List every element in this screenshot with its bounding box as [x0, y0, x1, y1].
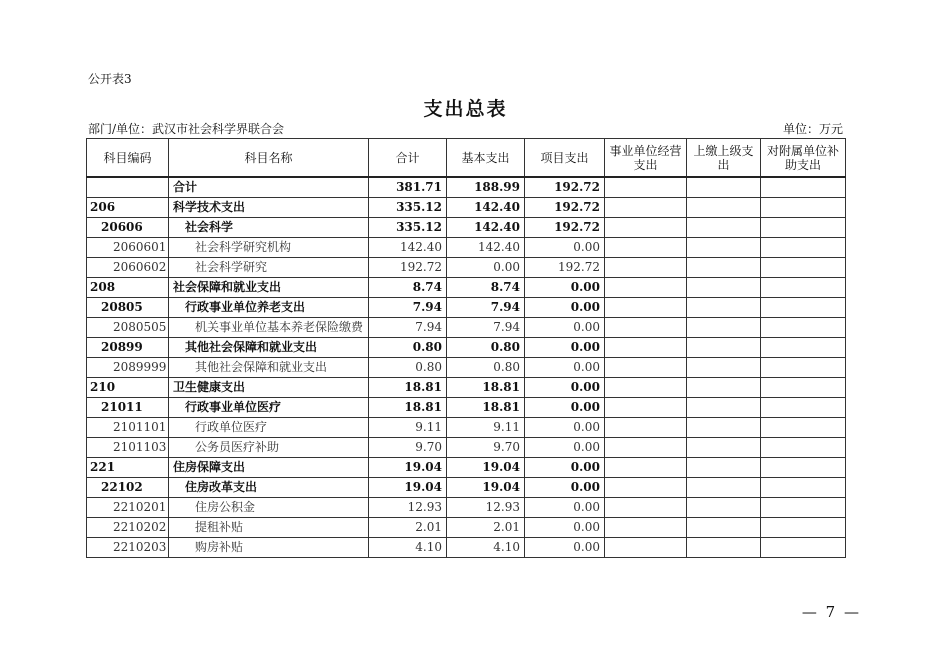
- table-row: [87, 238, 846, 258]
- cell-sub: [761, 278, 846, 298]
- cell-upper: [687, 318, 761, 338]
- cell-total: 192.72: [369, 258, 447, 278]
- cell-code: 2101101: [87, 418, 169, 438]
- cell-biz: [605, 378, 687, 398]
- cell-basic: 2.01: [447, 518, 525, 538]
- cell-code: 2060602: [87, 258, 169, 278]
- cell-sub: [761, 258, 846, 278]
- table-row: [87, 338, 846, 358]
- cell-total: 19.04: [369, 458, 447, 478]
- table-row: [87, 198, 846, 218]
- cell-project: 0.00: [525, 398, 605, 418]
- cell-basic: 188.99: [447, 177, 525, 198]
- cell-biz: [605, 298, 687, 318]
- cell-name: 合计: [169, 177, 369, 198]
- cell-sub: [761, 338, 846, 358]
- cell-biz: [605, 338, 687, 358]
- cell-upper: [687, 258, 761, 278]
- table-row: [87, 438, 846, 458]
- table-row: [87, 218, 846, 238]
- cell-sub: [761, 177, 846, 198]
- table-row: [87, 418, 846, 438]
- cell-basic: 0.80: [447, 358, 525, 378]
- cell-total: 18.81: [369, 378, 447, 398]
- table-row: [87, 358, 846, 378]
- cell-basic: 18.81: [447, 378, 525, 398]
- cell-code: 2080505: [87, 318, 169, 338]
- cell-biz: [605, 278, 687, 298]
- cell-upper: [687, 538, 761, 558]
- cell-name: 机关事业单位基本养老保险缴费: [169, 318, 369, 338]
- cell-biz: [605, 478, 687, 498]
- cell-upper: [687, 198, 761, 218]
- cell-sub: [761, 518, 846, 538]
- cell-project: 192.72: [525, 177, 605, 198]
- cell-name: 其他社会保障和就业支出: [169, 338, 369, 358]
- cell-name: 行政单位医疗: [169, 418, 369, 438]
- table-row: [87, 458, 846, 478]
- table-row: [87, 258, 846, 278]
- cell-code: 2089999: [87, 358, 169, 378]
- cell-project: 0.00: [525, 538, 605, 558]
- cell-biz: [605, 358, 687, 378]
- cell-upper: [687, 177, 761, 198]
- cell-project: 0.00: [525, 338, 605, 358]
- cell-upper: [687, 438, 761, 458]
- cell-name: 科学技术支出: [169, 198, 369, 218]
- cell-sub: [761, 418, 846, 438]
- cell-sub: [761, 378, 846, 398]
- cell-upper: [687, 518, 761, 538]
- cell-sub: [761, 478, 846, 498]
- table-row: [87, 378, 846, 398]
- cell-project: 192.72: [525, 258, 605, 278]
- cell-basic: 18.81: [447, 398, 525, 418]
- cell-name: 提租补贴: [169, 518, 369, 538]
- cell-upper: [687, 478, 761, 498]
- table-row: [87, 518, 846, 538]
- col-header-biz: 事业单位经营支出: [605, 139, 687, 178]
- cell-upper: [687, 498, 761, 518]
- cell-basic: 142.40: [447, 238, 525, 258]
- cell-code: 20805: [87, 298, 169, 318]
- cell-sub: [761, 358, 846, 378]
- cell-biz: [605, 458, 687, 478]
- cell-code: 2060601: [87, 238, 169, 258]
- page-number: — 7 —: [801, 603, 861, 621]
- cell-sub: [761, 498, 846, 518]
- cell-name: 社会科学研究机构: [169, 238, 369, 258]
- cell-name: 购房补贴: [169, 538, 369, 558]
- cell-total: 0.80: [369, 358, 447, 378]
- cell-biz: [605, 418, 687, 438]
- cell-total: 0.80: [369, 338, 447, 358]
- cell-biz: [605, 498, 687, 518]
- expenditure-table: [86, 138, 846, 558]
- cell-total: 19.04: [369, 478, 447, 498]
- cell-upper: [687, 358, 761, 378]
- cell-code: 221: [87, 458, 169, 478]
- cell-code: [87, 177, 169, 198]
- cell-total: 7.94: [369, 318, 447, 338]
- cell-total: 4.10: [369, 538, 447, 558]
- cell-name: 公务员医疗补助: [169, 438, 369, 458]
- cell-basic: 19.04: [447, 458, 525, 478]
- cell-basic: 4.10: [447, 538, 525, 558]
- cell-basic: 9.70: [447, 438, 525, 458]
- cell-upper: [687, 298, 761, 318]
- cell-project: 192.72: [525, 218, 605, 238]
- cell-total: 8.74: [369, 278, 447, 298]
- cell-total: 335.12: [369, 198, 447, 218]
- cell-basic: 142.40: [447, 218, 525, 238]
- cell-project: 0.00: [525, 438, 605, 458]
- cell-basic: 0.00: [447, 258, 525, 278]
- cell-project: 0.00: [525, 378, 605, 398]
- cell-code: 22102: [87, 478, 169, 498]
- cell-code: 2210202: [87, 518, 169, 538]
- cell-basic: 7.94: [447, 318, 525, 338]
- cell-name: 社会科学研究: [169, 258, 369, 278]
- cell-name: 社会保障和就业支出: [169, 278, 369, 298]
- cell-basic: 0.80: [447, 338, 525, 358]
- cell-upper: [687, 218, 761, 238]
- cell-upper: [687, 458, 761, 478]
- cell-basic: 7.94: [447, 298, 525, 318]
- cell-biz: [605, 198, 687, 218]
- cell-code: 20606: [87, 218, 169, 238]
- col-header-upper: 上缴上级支出: [687, 139, 761, 178]
- table-body: [87, 177, 846, 558]
- form-number: 公开表3: [88, 72, 132, 86]
- cell-upper: [687, 338, 761, 358]
- table-row: [87, 298, 846, 318]
- cell-upper: [687, 238, 761, 258]
- cell-sub: [761, 458, 846, 478]
- cell-code: 21011: [87, 398, 169, 418]
- cell-code: 2101103: [87, 438, 169, 458]
- cell-sub: [761, 218, 846, 238]
- cell-name: 住房改革支出: [169, 478, 369, 498]
- cell-project: 0.00: [525, 318, 605, 338]
- col-header-total: 合计: [369, 139, 447, 178]
- table-row: [87, 177, 846, 198]
- cell-sub: [761, 298, 846, 318]
- cell-code: 210: [87, 378, 169, 398]
- cell-biz: [605, 438, 687, 458]
- cell-project: 192.72: [525, 198, 605, 218]
- cell-project: 0.00: [525, 478, 605, 498]
- cell-project: 0.00: [525, 238, 605, 258]
- table-row: [87, 478, 846, 498]
- cell-name: 住房保障支出: [169, 458, 369, 478]
- cell-biz: [605, 258, 687, 278]
- cell-upper: [687, 378, 761, 398]
- cell-project: 0.00: [525, 458, 605, 478]
- cell-sub: [761, 438, 846, 458]
- table-row: [87, 278, 846, 298]
- cell-basic: 19.04: [447, 478, 525, 498]
- cell-code: 2210201: [87, 498, 169, 518]
- cell-project: 0.00: [525, 358, 605, 378]
- table-header-row: [87, 139, 846, 178]
- cell-biz: [605, 538, 687, 558]
- cell-basic: 9.11: [447, 418, 525, 438]
- table-row: [87, 318, 846, 338]
- cell-biz: [605, 398, 687, 418]
- cell-name: 其他社会保障和就业支出: [169, 358, 369, 378]
- cell-sub: [761, 538, 846, 558]
- cell-total: 9.70: [369, 438, 447, 458]
- cell-sub: [761, 198, 846, 218]
- cell-basic: 142.40: [447, 198, 525, 218]
- cell-name: 社会科学: [169, 218, 369, 238]
- cell-biz: [605, 218, 687, 238]
- col-header-name: 科目名称: [169, 139, 369, 178]
- cell-total: 142.40: [369, 238, 447, 258]
- col-header-basic: 基本支出: [447, 139, 525, 178]
- cell-project: 0.00: [525, 298, 605, 318]
- cell-total: 18.81: [369, 398, 447, 418]
- cell-total: 12.93: [369, 498, 447, 518]
- cell-sub: [761, 318, 846, 338]
- cell-basic: 12.93: [447, 498, 525, 518]
- cell-code: 20899: [87, 338, 169, 358]
- cell-biz: [605, 518, 687, 538]
- cell-biz: [605, 177, 687, 198]
- cell-total: 9.11: [369, 418, 447, 438]
- cell-biz: [605, 318, 687, 338]
- page-title: 支出总表: [423, 98, 508, 120]
- table-row: [87, 498, 846, 518]
- department-label: 部门/单位：武汉市社会科学界联合会: [88, 122, 285, 136]
- cell-project: 0.00: [525, 518, 605, 538]
- cell-code: 208: [87, 278, 169, 298]
- cell-upper: [687, 278, 761, 298]
- cell-total: 7.94: [369, 298, 447, 318]
- cell-name: 行政事业单位医疗: [169, 398, 369, 418]
- table-row: [87, 538, 846, 558]
- cell-name: 行政事业单位养老支出: [169, 298, 369, 318]
- cell-biz: [605, 238, 687, 258]
- cell-name: 住房公积金: [169, 498, 369, 518]
- cell-project: 0.00: [525, 498, 605, 518]
- col-header-sub: 对附属单位补助支出: [761, 139, 846, 178]
- cell-sub: [761, 398, 846, 418]
- cell-upper: [687, 418, 761, 438]
- cell-code: 2210203: [87, 538, 169, 558]
- cell-sub: [761, 238, 846, 258]
- cell-name: 卫生健康支出: [169, 378, 369, 398]
- cell-total: 381.71: [369, 177, 447, 198]
- unit-label: 单位：万元: [782, 122, 843, 136]
- cell-project: 0.00: [525, 418, 605, 438]
- cell-code: 206: [87, 198, 169, 218]
- cell-basic: 8.74: [447, 278, 525, 298]
- cell-upper: [687, 398, 761, 418]
- cell-project: 0.00: [525, 278, 605, 298]
- col-header-code: 科目编码: [87, 139, 169, 178]
- cell-total: 335.12: [369, 218, 447, 238]
- cell-total: 2.01: [369, 518, 447, 538]
- table-row: [87, 398, 846, 418]
- col-header-project: 项目支出: [525, 139, 605, 178]
